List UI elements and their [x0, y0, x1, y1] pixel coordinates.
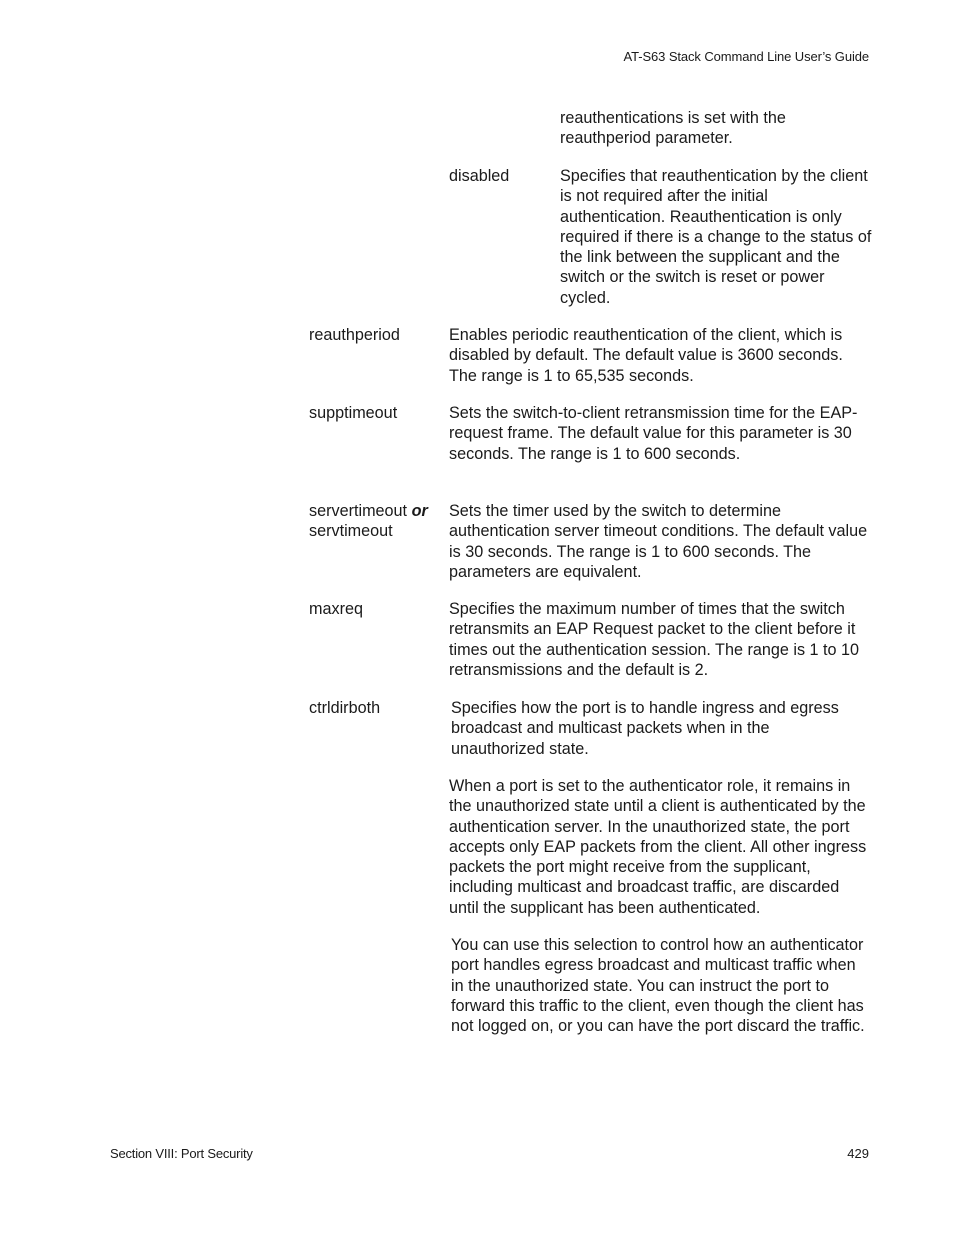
- param-desc-supptimeout: Sets the switch-to-client retransmission time for the EAP-request frame. The default value for this parameter is 30 seconds. The range is 1 to 600 seconds.: [449, 404, 858, 463]
- sub-option-continuation: reauthentications is set with the reauthperiod parameter.: [560, 109, 786, 148]
- param-ctrldirboth-paragraph-2: When a port is set to the authenticator role, it remains in the unauthorized state until a client is authenticated by the authentication server. In the unauthorized state, the port accepts only EAP packets from the client. All other ingress packets the port might receive from the supplicant, including multicast and broadcast traffic, are discarded until the supplicant has been authenticated.: [449, 777, 867, 917]
- param-term-servertimeout-name: servertimeout: [309, 502, 408, 520]
- page-number: 429: [847, 1146, 869, 1161]
- param-term-or: or: [411, 502, 428, 520]
- param-term-supptimeout: supptimeout: [309, 404, 398, 422]
- param-desc-reauthperiod: Enables periodic reauthentication of the client, which is disabled by default. The default value is 3600 seconds. The range is 1 to 65,535 seconds.: [449, 326, 843, 385]
- param-term-servtimeout-name: servtimeout: [309, 522, 393, 541]
- footer-section: Section VIII: Port Security: [110, 1146, 253, 1161]
- param-ctrldirboth-paragraph-3: You can use this selection to control how an authenticator port handles egress broadcast and multicast traffic when in the unauthorized state. You can instruct the port to forward this traffic to the client, even though the client has not logged on, or you can have the port discard the traffic.: [451, 936, 865, 1036]
- param-desc-servertimeout: Sets the timer used by the switch to determine authentication server timeout conditions. The default value is 30 seconds. The range is 1 to 600 seconds. The parameters are equivalent.: [449, 502, 868, 581]
- param-term-reauthperiod: reauthperiod: [309, 326, 400, 344]
- param-desc-maxreq: Specifies the maximum number of times that the switch retransmits an EAP Request packet to the client before it times out the authentication session. The range is 1 to 10 retransmissions and the default is 2.: [449, 600, 860, 679]
- param-desc-ctrldirboth: Specifies how the port is to handle ingress and egress broadcast and multicast packets when in the unauthorized state.: [451, 699, 839, 758]
- param-term-servertimeout: [309, 501, 428, 542]
- guide-title: AT-S63 Stack Command Line User’s Guide: [623, 49, 869, 64]
- param-term-ctrldirboth: ctrldirboth: [309, 699, 381, 717]
- param-term-maxreq: maxreq: [309, 600, 363, 618]
- sub-option-term-disabled: disabled: [449, 167, 510, 185]
- sub-option-desc-disabled: Specifies that reauthentication by the client is not required after the initial authentication. Reauthentication is only required if there is a change to the status of the link between the supplicant and the switch or the switch is reset or power cycled.: [560, 167, 872, 307]
